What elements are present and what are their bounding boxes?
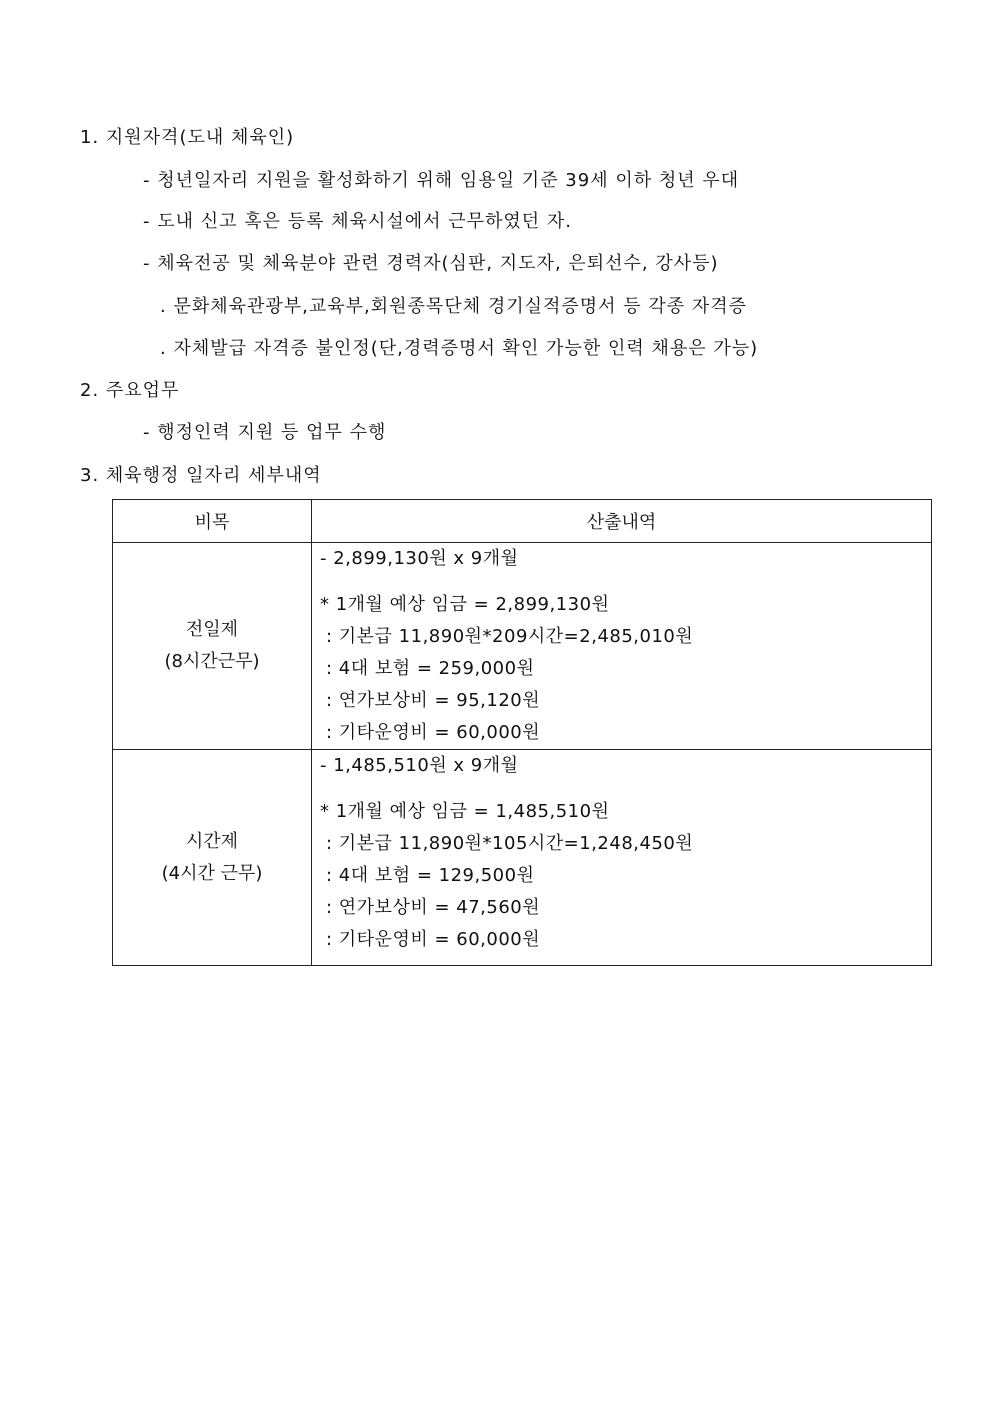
list-item: - 행정인력 지원 등 업무 수행 [143, 422, 387, 443]
calc-detail: : 연가보상비 = 95,120원 [326, 690, 541, 711]
calc-detail: : 기타운영비 = 60,000원 [326, 929, 541, 950]
calc-detail: : 기본급 11,890원*105시간=1,248,450원 [326, 833, 694, 854]
sub-list-item: . 자체발급 자격증 불인정(단,경력증명서 확인 가능한 인력 채용은 가능) [160, 338, 759, 359]
header-calculation: 산출내역 [312, 500, 932, 543]
table-row [113, 750, 932, 966]
calculation-cell [312, 543, 932, 750]
list-item: - 도내 신고 혹은 등록 체육시설에서 근무하였던 자. [143, 211, 573, 232]
table-row [113, 543, 932, 750]
calc-monthly-wage: * 1개월 예상 임금 = 1,485,510원 [320, 801, 610, 822]
item-hours: (4시간 근무) [161, 862, 263, 884]
budget-table [112, 499, 932, 966]
item-cell [113, 750, 312, 966]
calculation-cell [312, 750, 932, 966]
calc-detail: : 기본급 11,890원*209시간=2,485,010원 [326, 626, 694, 647]
list-item: - 체육전공 및 체육분야 관련 경력자(심판, 지도자, 은퇴선수, 강사등) [143, 253, 719, 274]
section-heading-duties: 2. 주요업무 [80, 380, 180, 401]
list-item: - 청년일자리 지원을 활성화하기 위해 임용일 기준 39세 이하 청년 우대 [143, 170, 740, 191]
calc-detail: : 4대 보험 = 129,500원 [326, 865, 535, 886]
calc-detail: : 4대 보험 = 259,000원 [326, 658, 535, 679]
header-item: 비목 [113, 500, 312, 543]
calc-detail: : 연가보상비 = 47,560원 [326, 897, 541, 918]
item-hours: (8시간근무) [164, 651, 260, 672]
calc-summary: - 1,485,510원 x 9개월 [320, 755, 519, 776]
section-heading-breakdown: 3. 체육행정 일자리 세부내역 [80, 465, 322, 486]
item-name: 시간제 [185, 830, 239, 852]
item-name: 전일제 [185, 619, 239, 640]
item-cell [113, 543, 312, 750]
sub-list-item: . 문화체육관광부,교육부,회원종목단체 경기실적증명서 등 각종 자격증 [160, 296, 748, 317]
calc-detail: : 기타운영비 = 60,000원 [326, 722, 541, 743]
calc-summary: - 2,899,130원 x 9개월 [320, 548, 519, 569]
table-header-row [113, 500, 932, 543]
calc-monthly-wage: * 1개월 예상 임금 = 2,899,130원 [320, 594, 610, 615]
section-heading-qualifications: 1. 지원자격(도내 체육인) [80, 127, 295, 148]
